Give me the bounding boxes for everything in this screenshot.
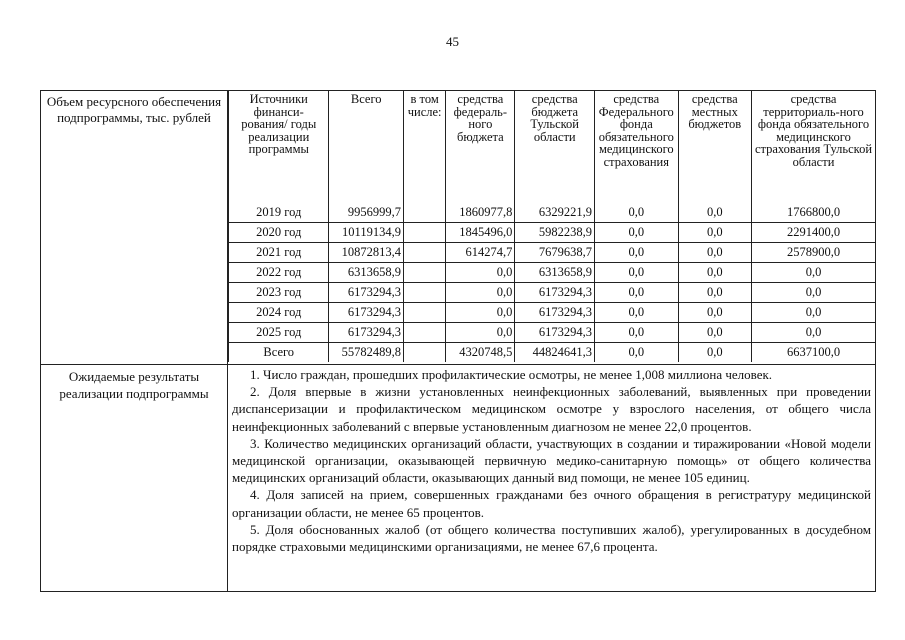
page-number: 45 [446, 34, 459, 49]
cell-tfoms: 0,0 [752, 303, 876, 323]
results-list [228, 364, 875, 555]
results-section-label: Ожидаемые результаты реализации подпрограммы [41, 364, 228, 591]
cell-tfoms: 6637100,0 [752, 343, 876, 363]
header-federal-budget: средства федераль-ного бюджета [446, 91, 515, 203]
cell-federal: 0,0 [446, 323, 515, 343]
result-item: 2. Доля впервые в жизни установленных неинфекционных заболеваний, выявленных при проведении диспансеризации и профилактическом медицинском осмотре у взрослого населения, от общего числа неинфекционных заболеваний с впервые установленным диагнозом не менее 22,0 процентов. [232, 384, 871, 434]
cell-tfoms: 1766800,0 [752, 203, 876, 223]
funding-row [229, 263, 876, 283]
cell-local: 0,0 [678, 263, 751, 283]
cell-including [403, 323, 445, 343]
cell-ffoms: 0,0 [595, 283, 679, 303]
cell-total: 6173294,3 [329, 303, 403, 323]
cell-total: 6173294,3 [329, 283, 403, 303]
cell-year: 2019 год [229, 203, 329, 223]
cell-tfoms: 2578900,0 [752, 243, 876, 263]
funding-section-label: Объем ресурсного обеспечения подпрограммы, тыс. рублей [41, 91, 228, 364]
funding-row [229, 223, 876, 243]
header-regional-budget: средства бюджета Тульской области [515, 91, 595, 203]
cell-regional: 6313658,9 [515, 263, 595, 283]
cell-ffoms: 0,0 [595, 223, 679, 243]
cell-ffoms: 0,0 [595, 303, 679, 323]
cell-federal: 1845496,0 [446, 223, 515, 243]
cell-year: 2024 год [229, 303, 329, 323]
cell-including [403, 223, 445, 243]
cell-regional: 6173294,3 [515, 303, 595, 323]
cell-ffoms: 0,0 [595, 243, 679, 263]
cell-year: Всего [229, 343, 329, 363]
cell-regional: 7679638,7 [515, 243, 595, 263]
cell-total: 9956999,7 [329, 203, 403, 223]
cell-regional: 6173294,3 [515, 323, 595, 343]
header-sources-years: Источники финанси-рования/ годы реализации программы [229, 91, 329, 203]
cell-total: 6313658,9 [329, 263, 403, 283]
cell-regional: 5982238,9 [515, 223, 595, 243]
cell-year: 2021 год [229, 243, 329, 263]
cell-ffoms: 0,0 [595, 203, 679, 223]
cell-ffoms: 0,0 [595, 263, 679, 283]
cell-tfoms: 0,0 [752, 263, 876, 283]
funding-row [229, 323, 876, 343]
cell-federal: 0,0 [446, 283, 515, 303]
cell-local: 0,0 [678, 243, 751, 263]
cell-tfoms: 0,0 [752, 323, 876, 343]
cell-total: 10872813,4 [329, 243, 403, 263]
header-ffoms: средства Федерального фонда обязательного медицинского страхования [595, 91, 679, 203]
header-including: в том числе: [403, 91, 445, 203]
cell-local: 0,0 [678, 343, 751, 363]
result-item: 3. Количество медицинских организаций области, участвующих в создании и тиражировании «Новой модели медицинской организации, оказывающей первичную медико-санитарную помощь» от общего количества медицинских организаций области, оказывающих данный вид помощи, не менее 105 единиц. [232, 435, 871, 486]
cell-total: 10119134,9 [329, 223, 403, 243]
cell-including [403, 263, 445, 283]
funding-header-row [229, 91, 876, 203]
cell-federal: 1860977,8 [446, 203, 515, 223]
cell-year: 2022 год [229, 263, 329, 283]
cell-including [403, 303, 445, 323]
funding-row [229, 343, 876, 363]
cell-local: 0,0 [678, 283, 751, 303]
cell-total: 55782489,8 [329, 343, 403, 363]
cell-including [403, 243, 445, 263]
cell-year: 2023 год [229, 283, 329, 303]
cell-tfoms: 2291400,0 [752, 223, 876, 243]
funding-section [41, 91, 875, 365]
cell-federal: 0,0 [446, 303, 515, 323]
header-tfoms: средства территориаль-ного фонда обязательного медицинского страхования Тульской области [752, 91, 876, 203]
result-item: 4. Доля записей на прием, совершенных гражданами без очного обращения в регистратуру медицинской организации области, не менее 65 процентов. [232, 487, 871, 520]
funding-row [229, 243, 876, 263]
funding-table [228, 91, 875, 362]
cell-year: 2025 год [229, 323, 329, 343]
funding-row [229, 203, 876, 223]
cell-federal: 614274,7 [446, 243, 515, 263]
cell-total: 6173294,3 [329, 323, 403, 343]
result-item: 1. Число граждан, прошедших профилактические осмотры, не менее 1,008 миллиона человек. [250, 367, 773, 382]
cell-local: 0,0 [678, 303, 751, 323]
cell-regional: 44824641,3 [515, 343, 595, 363]
cell-local: 0,0 [678, 323, 751, 343]
funding-row [229, 303, 876, 323]
header-total: Всего [329, 91, 403, 203]
cell-including [403, 343, 445, 363]
results-section [41, 364, 875, 591]
cell-tfoms: 0,0 [752, 283, 876, 303]
cell-year: 2020 год [229, 223, 329, 243]
cell-ffoms: 0,0 [595, 343, 679, 363]
cell-local: 0,0 [678, 203, 751, 223]
result-item: 5. Доля обоснованных жалоб (от общего количества поступивших жалоб), урегулированных в досудебном порядке страховыми медицинскими организациями, не менее 67,6 процента. [232, 521, 871, 555]
subprogram-passport-table [40, 90, 876, 592]
cell-including [403, 203, 445, 223]
cell-federal: 0,0 [446, 263, 515, 283]
cell-federal: 4320748,5 [446, 343, 515, 363]
funding-row [229, 283, 876, 303]
cell-regional: 6173294,3 [515, 283, 595, 303]
cell-local: 0,0 [678, 223, 751, 243]
cell-regional: 6329221,9 [515, 203, 595, 223]
cell-including [403, 283, 445, 303]
header-local-budgets: средства местных бюджетов [678, 91, 751, 203]
cell-ffoms: 0,0 [595, 323, 679, 343]
